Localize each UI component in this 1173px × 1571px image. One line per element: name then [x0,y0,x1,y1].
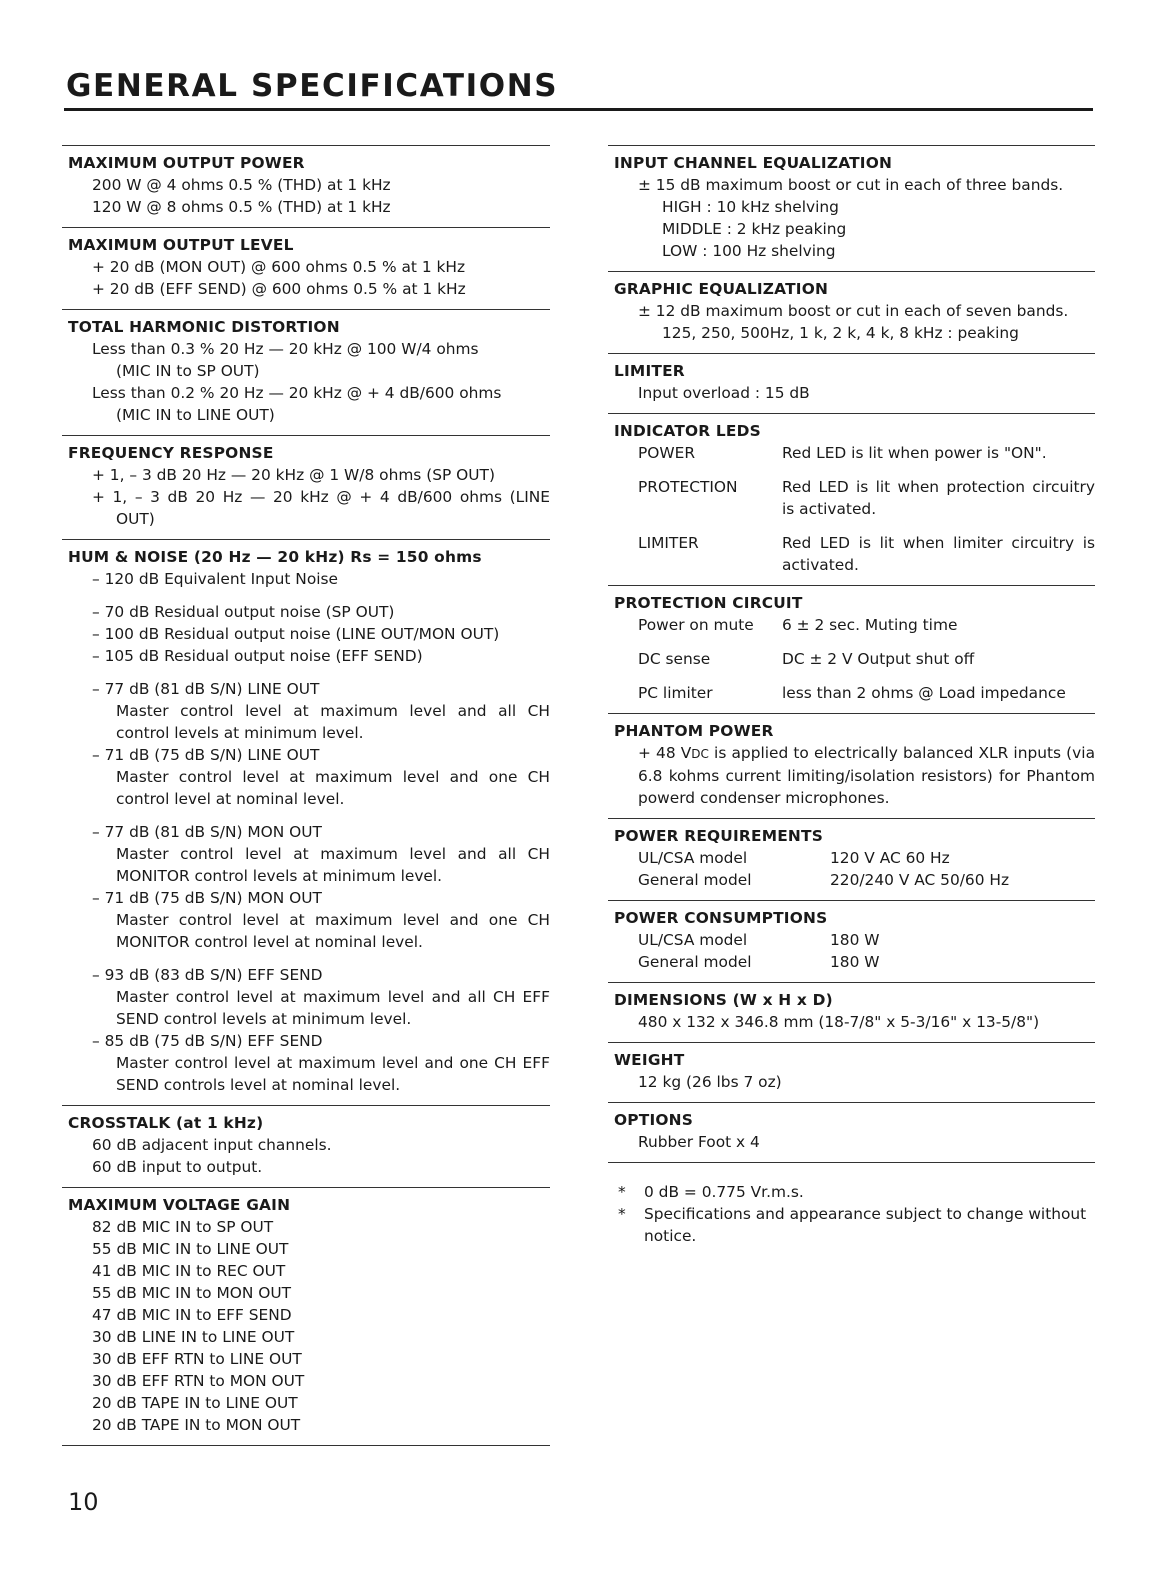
spec-line: 20 dB TAPE IN to MON OUT [92,1416,301,1434]
spec-line: + 1, – 3 dB 20 Hz — 20 kHz @ 1 W/8 ohms (SP OUT) [92,466,495,484]
section-heading: INDICATOR LEDS [614,422,761,440]
section-frequency-response [62,435,550,539]
spec-value: DC ± 2 V Output shut off [782,650,975,668]
spec-value: Red LED is lit when protection circuitry is activated. [782,478,1095,518]
spec-row [614,682,1095,704]
section-options [608,1102,1095,1163]
spec-row [614,614,1095,636]
section-hum-noise [62,539,550,1105]
title-rule [64,108,1093,111]
spec-row [614,869,1095,891]
section-heading: POWER REQUIREMENTS [614,827,823,845]
section-heading: OPTIONS [614,1111,694,1129]
spec-line: 480 x 132 x 346.8 mm (18-7/8" x 5-3/16" x 13-5/8") [638,1013,1040,1031]
spec-line: Less than 0.2 % 20 Hz — 20 kHz @ + 4 dB/600 ohms [92,384,502,402]
section-heading: PROTECTION CIRCUIT [614,594,803,612]
spec-line: + 1, – 3 dB 20 Hz — 20 kHz @ + 4 dB/600 ohms (LINE OUT) [92,488,550,528]
spec-line: 55 dB MIC IN to LINE OUT [92,1240,289,1258]
spec-line: 12 kg (26 lbs 7 oz) [638,1073,782,1091]
eq-band: LOW : 100 Hz shelving [662,242,836,260]
section-graphic-eq [608,271,1095,353]
section-heading: MAXIMUM OUTPUT LEVEL [68,236,294,254]
spec-row [614,476,1095,520]
spec-row [614,648,1095,670]
spec-row [614,847,1095,869]
spec-line: 30 dB EFF RTN to MON OUT [92,1372,305,1390]
section-power-requirements [608,818,1095,900]
spec-key: General model [638,871,752,889]
spec-description: Master control level at maximum level and one CH EFF SEND controls level at nominal level. [116,1054,550,1094]
page-number: 10 [68,1488,99,1516]
spec-line: – 77 dB (81 dB S/N) MON OUT [92,823,322,841]
spec-value: Red LED is lit when power is "ON". [782,444,1047,462]
spec-line: 82 dB MIC IN to SP OUT [92,1218,274,1236]
spec-line: Input overload : 15 dB [638,384,810,402]
eq-band: MIDDLE : 2 kHz peaking [662,220,847,238]
section-heading: HUM & NOISE (20 Hz — 20 kHz) Rs = 150 ohms [68,548,482,566]
eq-band: HIGH : 10 kHz shelving [662,198,839,216]
spec-line: 30 dB EFF RTN to LINE OUT [92,1350,302,1368]
section-heading: GRAPHIC EQUALIZATION [614,280,829,298]
section-limiter [608,353,1095,413]
footnote [618,1181,1095,1203]
spec-key: UL/CSA model [638,931,748,949]
spec-line: 120 W @ 8 ohms 0.5 % (THD) at 1 kHz [92,198,391,216]
section-indicator-leds [608,413,1095,585]
spec-row [614,532,1095,576]
footnote-text: 0 dB = 0.775 Vr.m.s. [644,1183,804,1201]
spec-line: (MIC IN to SP OUT) [116,362,260,380]
spec-line: – 71 dB (75 dB S/N) LINE OUT [92,746,320,764]
spec-row [614,442,1095,464]
section-power-consumptions [608,900,1095,982]
spec-line: + 20 dB (MON OUT) @ 600 ohms 0.5 % at 1 kHz [92,258,466,276]
spec-key: Power on mute [638,616,754,634]
spec-line: 200 W @ 4 ohms 0.5 % (THD) at 1 kHz [92,176,391,194]
spec-line: ± 15 dB maximum boost or cut in each of three bands. [638,176,1064,194]
spec-line: – 70 dB Residual output noise (SP OUT) [92,603,395,621]
spec-line: – 120 dB Equivalent Input Noise [92,570,339,588]
section-max-output-level [62,227,550,309]
page-title: GENERAL SPECIFICATIONS [66,68,559,104]
spec-line: 60 dB input to output. [92,1158,263,1176]
section-protection-circuit [608,585,1095,713]
spec-description: Master control level at maximum level and one CH control level at nominal level. [116,768,550,808]
footnotes [608,1181,1095,1247]
spec-line: Rubber Foot x 4 [638,1133,760,1151]
phantom-pre: + 48 V [638,744,692,762]
spec-line: – 100 dB Residual output noise (LINE OUT/MON OUT) [92,625,500,643]
spec-line: – 71 dB (75 dB S/N) MON OUT [92,889,322,907]
spec-key: DC sense [638,650,711,668]
spec-key: UL/CSA model [638,849,748,867]
spec-line: – 77 dB (81 dB S/N) LINE OUT [92,680,320,698]
spec-line: + 20 dB (EFF SEND) @ 600 ohms 0.5 % at 1 kHz [92,280,466,298]
section-max-voltage-gain [62,1187,550,1446]
spec-value: 120 V AC 60 Hz [830,849,950,867]
section-heading: INPUT CHANNEL EQUALIZATION [614,154,893,172]
spec-row [614,929,1095,951]
spec-key: POWER [638,444,696,462]
section-input-eq [608,145,1095,271]
phantom-unit: DC [691,747,709,761]
spec-line: ± 12 dB maximum boost or cut in each of seven bands. [638,302,1069,320]
spec-value: Red LED is lit when limiter circuitry is activated. [782,534,1095,574]
spec-value: 180 W [830,931,880,949]
section-thd [62,309,550,435]
section-weight [608,1042,1095,1102]
spec-key: General model [638,953,752,971]
section-heading: MAXIMUM VOLTAGE GAIN [68,1196,291,1214]
spec-line: – 85 dB (75 dB S/N) EFF SEND [92,1032,323,1050]
section-crosstalk [62,1105,550,1187]
spec-description: Master control level at maximum level and one CH MONITOR control level at nominal level. [116,911,550,951]
spec-description: Master control level at maximum level and all CH control levels at minimum level. [116,702,550,742]
spec-description: Master control level at maximum level and all CH EFF SEND control levels at minimum level. [116,988,550,1028]
spec-key: LIMITER [638,534,699,552]
section-max-output-power [62,145,550,227]
spec-line: 20 dB TAPE IN to LINE OUT [92,1394,298,1412]
spec-row [614,951,1095,973]
spec-value: 6 ± 2 sec. Muting time [782,616,958,634]
section-dimensions [608,982,1095,1042]
section-heading: TOTAL HARMONIC DISTORTION [68,318,340,336]
phantom-post: is applied to electrically balanced XLR inputs (via 6.8 kohms current limiting/isolation resistors) for Phantom powerd condenser microphones. [638,744,1095,807]
spec-value: less than 2 ohms @ Load impedance [782,684,1066,702]
spec-line: 30 dB LINE IN to LINE OUT [92,1328,295,1346]
spec-line: (MIC IN to LINE OUT) [116,406,275,424]
spec-paragraph [614,742,1095,809]
spec-key: PROTECTION [638,478,738,496]
section-heading: WEIGHT [614,1051,685,1069]
section-heading: POWER CONSUMPTIONS [614,909,828,927]
footnote-bullet: * [618,1205,626,1223]
spec-line: Less than 0.3 % 20 Hz — 20 kHz @ 100 W/4 ohms [92,340,479,358]
spec-line: 55 dB MIC IN to MON OUT [92,1284,292,1302]
section-heading: CROSSTALK (at 1 kHz) [68,1114,264,1132]
section-phantom-power [608,713,1095,818]
section-heading: LIMITER [614,362,685,380]
spec-description: Master control level at maximum level and all CH MONITOR control levels at minimum level. [116,845,550,885]
footnote-bullet: * [618,1183,626,1201]
right-column [608,145,1095,1247]
spec-line: 125, 250, 500Hz, 1 k, 2 k, 4 k, 8 kHz : peaking [662,324,1019,342]
footnote-text: Specifications and appearance subject to change without notice. [644,1205,1087,1245]
section-heading: MAXIMUM OUTPUT POWER [68,154,305,172]
footnote [618,1203,1095,1247]
left-column [62,145,550,1446]
spec-value: 180 W [830,953,880,971]
spec-line: 60 dB adjacent input channels. [92,1136,332,1154]
spec-line: 47 dB MIC IN to EFF SEND [92,1306,292,1324]
spec-line: – 93 dB (83 dB S/N) EFF SEND [92,966,323,984]
spec-key: PC limiter [638,684,713,702]
section-heading: DIMENSIONS (W x H x D) [614,991,833,1009]
section-heading: FREQUENCY RESPONSE [68,444,274,462]
spec-line: 41 dB MIC IN to REC OUT [92,1262,286,1280]
spec-value: 220/240 V AC 50/60 Hz [830,871,1010,889]
section-heading: PHANTOM POWER [614,722,774,740]
spec-line: – 105 dB Residual output noise (EFF SEND) [92,647,423,665]
